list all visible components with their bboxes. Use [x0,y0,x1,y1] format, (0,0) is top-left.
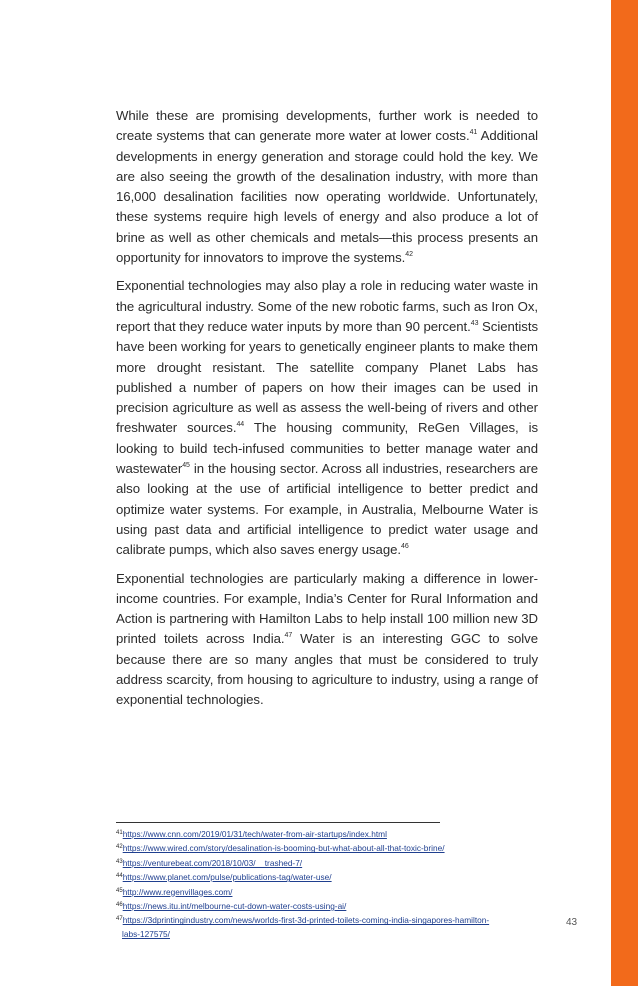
paragraph [116,276,538,560]
footnote-ref[interactable]: 44 [236,421,245,429]
page-number: 43 [566,917,578,928]
paragraph-text: The housing community, ReGen Villages, is looking to build tech-infused communities to better manage water and wastewater [116,420,539,477]
footnotes [116,827,556,941]
paragraph-text: Scientists have been working for years to genetically engineer plants to make them more drought resistant. The satellite company Planet Labs has published a number of papers on how their images can be used in precision agriculture as well as assess the well-being of rivers and other freshwater sources. [116,318,538,436]
footnote-item [116,913,556,941]
footnote-link[interactable]: https://www.planet.com/pulse/publications-tag/water-use/ [122,872,332,883]
footnote-link[interactable]: https://www.cnn.com/2019/01/31/tech/water-from-air-startups/index.html [122,829,387,839]
footnote-item [116,841,556,855]
footnote-number: 41 [116,830,123,836]
footnote-link-continued[interactable]: labs-127575/ [122,928,170,939]
footnote-ref[interactable]: 42 [405,251,413,259]
footnote-link[interactable]: https://news.itu.int/melbourne-cut-down-water-costs-using-ai/ [122,901,347,912]
paragraph-text: While these are promising developments, further work is needed to create systems that can generate more water at lower costs. [116,108,538,144]
paragraph-text: Water is an interesting GGC to solve because there are so many angles that must be considered to truly address scarcity, from housing to agriculture to industry, using a range of exponential technologies. [116,631,538,708]
footnote-link[interactable]: https://3dprintingindustry.com/news/worlds-first-3d-printed-toilets-coming-india-singapores-hamilton- [122,915,490,926]
paragraph-text: Additional developments in energy generation and storage could hold the key. We are also seeing the growth of the desalination industry, with more than 16,000 desalination facilities now operating worldwide. Unfortunately, these systems require high levels of energy and also produce a lot of brine as well as other chemicals and metals—this process presents an opportunity for innovators to improve the systems. [116,128,538,266]
footnote-item [116,856,556,870]
footnote-number: 43 [116,858,123,865]
footnote-link[interactable]: https://www.wired.com/story/desalination-is-booming-but-what-about-all-that-toxic-brine/ [122,843,445,854]
paragraph [116,106,538,268]
footnote-ref[interactable]: 43 [470,319,479,327]
paragraph [116,569,538,711]
body-text [116,106,538,719]
footnote-item [116,827,556,841]
footnote-number: 47 [116,916,123,923]
footnote-link[interactable]: https://venturebeat.com/2018/10/03/__trashed-7/ [122,857,303,868]
footnote-number: 44 [116,873,123,880]
footnote-link[interactable]: http://www.regenvillages.com/ [122,886,233,897]
footnote-number: 45 [116,887,123,894]
footnote-ref[interactable]: 45 [182,462,190,470]
footnote-item [116,870,556,884]
footnote-ref[interactable]: 46 [401,543,409,551]
footnote-number: 42 [116,844,123,851]
paragraph-text: in the housing sector. Across all industries, researchers are also looking at the use of artificial intelligence to better predict and optimize water systems. For example, in Australia, Melbourne Water is using past data and artificial intelligence to predict water usage and calibrate pumps, which also saves energy usage. [116,461,538,558]
orange-side-bar [611,0,638,986]
footnote-number: 46 [116,902,123,909]
footnote-item [116,899,556,913]
paragraph-text: Exponential technologies are particularly making a difference in lower-income countries. For example, India’s Center for Rural Information and Action is partnering with Hamilton Labs to help install 100 million new 3D printed toilets across India. [116,570,538,647]
footnote-ref[interactable]: 47 [284,632,293,640]
paragraph-text: Exponential technologies may also play a role in reducing water waste in the agricultural industry. Some of the new robotic farms, such as Iron Ox, report that they reduce water inputs by more than 90 percent. [116,278,538,334]
footnote-divider [116,822,440,823]
footnote-ref[interactable]: 41 [469,129,478,137]
footnote-item [116,885,556,899]
